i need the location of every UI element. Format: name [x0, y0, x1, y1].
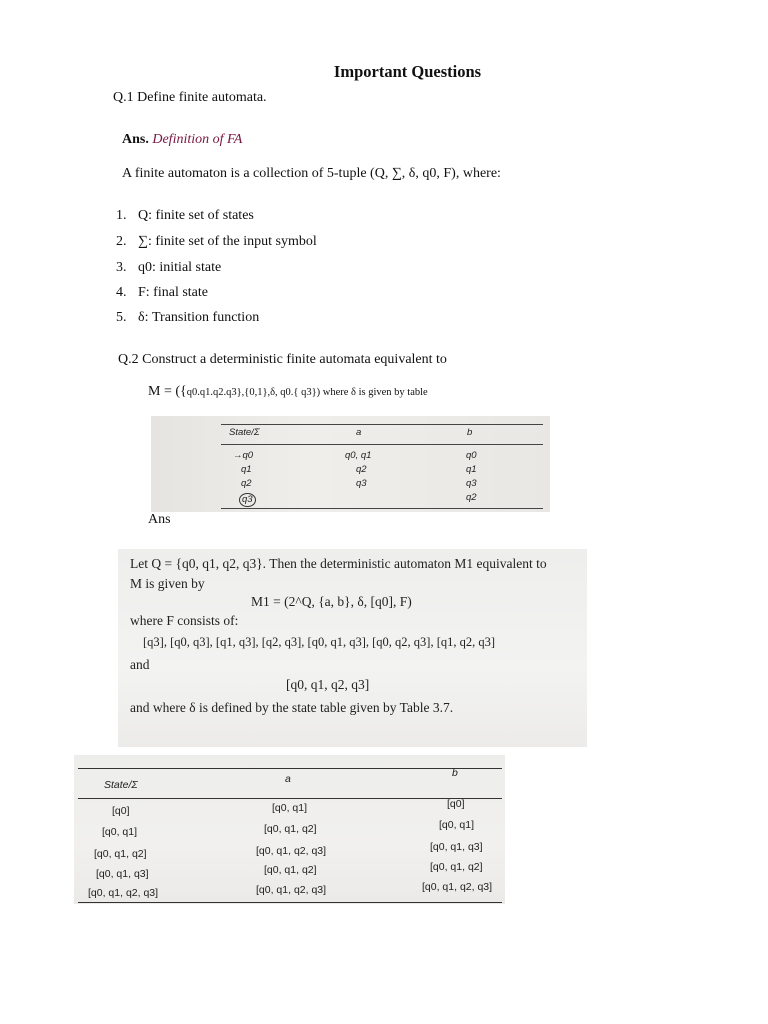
list-item [116, 208, 254, 224]
list-text: F: final state [138, 285, 208, 300]
list-number: 3. [116, 260, 127, 275]
photo-line: [q3], [q0, q3], [q1, q3], [q2, q3], [q0, q1, q3], [q0, q2, q3], [q1, q2, q3] [143, 635, 496, 649]
final-state-cell [239, 493, 256, 507]
list-item [116, 260, 221, 276]
photo-line: M is given by [130, 576, 205, 591]
table-cell: q3 [356, 478, 367, 489]
table-cell: [q0, q1] [439, 819, 475, 831]
table-cell: q0, q1 [345, 450, 372, 461]
photo-line: where F consists of: [130, 613, 239, 628]
definition-title: Definition of FA [152, 132, 243, 147]
table-cell: q0 [466, 450, 477, 461]
table-cell: q1 [241, 464, 252, 475]
list-number: 1. [116, 208, 127, 223]
table-cell: [q0, q1, q2, q3] [256, 845, 327, 857]
table-cell: [q0, q1, q2, q3] [422, 881, 493, 893]
transition-table-photo [151, 416, 550, 512]
header-b: b [467, 427, 473, 438]
table-cell: [q0, q1, q2, q3] [256, 884, 327, 896]
table-cell: [q0, q1, q3] [430, 841, 483, 853]
table-cell: [q0, q1, q2] [264, 823, 317, 835]
page-title: Important Questions [333, 62, 482, 81]
photo-line: Let Q = {q0, q1, q2, q3}. Then the deterministic automaton M1 equivalent to [130, 556, 547, 571]
final-state-circle: q3 [239, 493, 256, 507]
header-b: b [452, 767, 458, 779]
list-text: q0: initial state [138, 260, 222, 275]
machine-prefix: M = ({ [148, 384, 187, 399]
list-text: δ: Transition function [138, 310, 260, 325]
list-item [116, 285, 208, 301]
photo-line: and where δ is defined by the state table given by Table 3.7. [130, 700, 454, 715]
answer-text-photo [118, 549, 587, 747]
table-cell: q2 [241, 478, 252, 489]
machine-rest: q0.q1.q2.q3},{0,1},δ, q0.{ q3}) where δ is given by table [186, 387, 428, 398]
table-cell: [q0, q1, q2] [264, 864, 317, 876]
table-cell: →q0 [233, 450, 254, 461]
photo-line: and [130, 657, 150, 672]
table-cell: [q0] [112, 805, 130, 817]
table-cell: [q0, q1] [272, 802, 308, 814]
answer-2-label: Ans [148, 512, 171, 527]
table-cell: [q0] [447, 798, 465, 810]
list-text: Q: finite set of states [138, 208, 254, 223]
table-cell: q3 [466, 478, 477, 489]
question-1: Q.1 Define finite automata. [113, 90, 267, 105]
dfa-table-photo [74, 755, 505, 904]
list-number: 5. [116, 310, 127, 325]
photo-line: [q0, q1, q2, q3] [286, 677, 370, 692]
answer-label: Ans. [122, 132, 149, 147]
header-a: a [285, 773, 291, 785]
header-a: a [356, 427, 362, 438]
header-state: State/Σ [229, 427, 260, 438]
fa-definition: A finite automaton is a collection of 5-tuple (Q, ∑, δ, q0, F), where: [122, 166, 501, 181]
table-cell: [q0, q1, q2] [430, 861, 483, 873]
table-cell: [q0, q1] [102, 826, 138, 838]
machine-definition [148, 384, 428, 400]
table-cell: [q0, q1, q2] [94, 848, 147, 860]
list-number: 4. [116, 285, 127, 300]
list-text: ∑: finite set of the input symbol [138, 234, 317, 249]
table-cell: [q0, q1, q2, q3] [88, 887, 159, 899]
answer-1-heading [122, 132, 242, 148]
photo-line: M1 = (2^Q, {a, b}, δ, [q0], F) [251, 594, 412, 609]
table-cell: q1 [466, 464, 477, 475]
list-number: 2. [116, 234, 127, 249]
list-item [116, 310, 259, 326]
table-cell: [q0, q1, q3] [96, 868, 149, 880]
table-cell: q2 [356, 464, 367, 475]
list-item [116, 234, 317, 250]
header-state: State/Σ [104, 779, 138, 791]
table-cell: q2 [466, 492, 477, 503]
question-2: Q.2 Construct a deterministic finite automata equivalent to [118, 352, 447, 367]
